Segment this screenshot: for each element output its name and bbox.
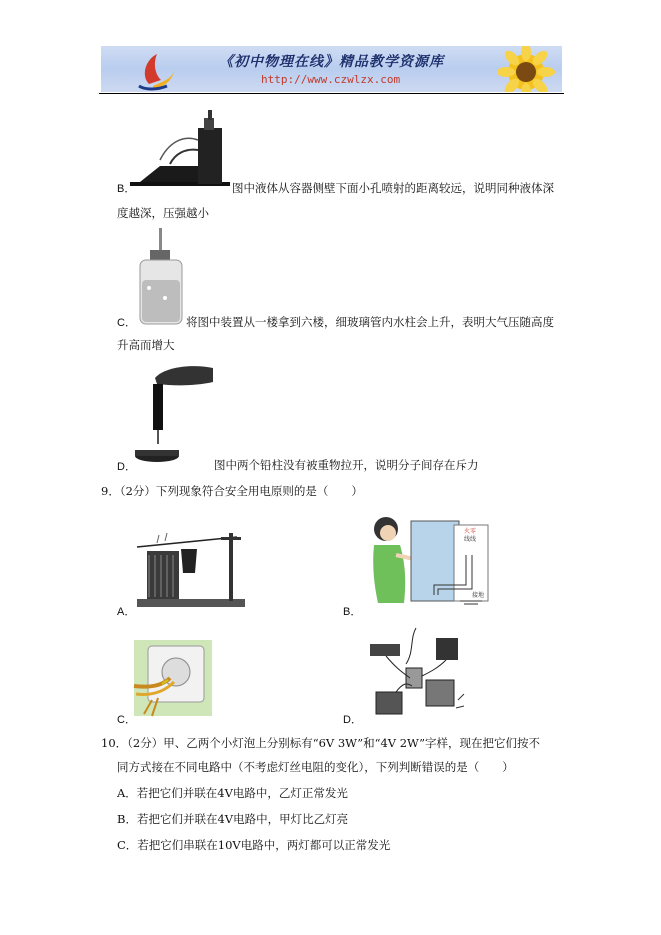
q8-option-c-label: C． xyxy=(117,317,136,329)
q10-option-a: A．若把它们并联在4V电路中，乙灯正常发光 xyxy=(117,786,348,800)
sunflower-icon xyxy=(486,46,562,92)
q9-option-d-label: D． xyxy=(343,714,362,726)
q8-option-b-text-2: 度越深，压强越小 xyxy=(117,206,209,220)
overloaded-socket-figure xyxy=(366,628,466,718)
q9-stem: 9．（2分）下列现象符合安全用电原则的是（ ） xyxy=(101,484,363,498)
q9-option-b-label: B． xyxy=(343,606,362,618)
q9-option-a-label: A． xyxy=(117,606,136,618)
fig-b-label-2: 线线 xyxy=(464,536,477,543)
wet-plug-figure xyxy=(134,640,214,720)
bottle-tube-figure xyxy=(135,228,195,328)
q8-option-c-text-1: 将图中装置从一楼拿到六楼，细玻璃管内水柱会上升，表明大气压随高度 xyxy=(186,315,554,329)
q10-option-c: C．若把它们串联在10V电路中，两灯都可以正常发光 xyxy=(117,838,391,852)
fig-b-label-1: 火零 xyxy=(464,528,477,535)
grounded-appliance-figure xyxy=(366,515,491,610)
q10-option-b: B．若把它们并联在4V电路中，甲灯比乙灯亮 xyxy=(117,812,349,826)
banner-title: 《初中物理在线》精品教学资源库 xyxy=(219,54,444,70)
q9-option-c-label: C． xyxy=(117,714,136,726)
q8-option-d-text-1: 图中两个铅柱没有被重物拉开，说明分子间存在斥力 xyxy=(214,458,479,472)
logo-icon xyxy=(131,46,181,92)
q10-stem-1: 10．（2分）甲、乙两个小灯泡上分别标有“6V 3W”和“4V 2W”字样，现在把它们按不 xyxy=(101,736,540,750)
lead-cylinders-figure xyxy=(135,364,215,464)
q10-stem-2: 同方式接在不同电路中（不考虑灯丝电阻的变化），下列判断错误的是（ ） xyxy=(117,760,514,774)
q8-option-b-text-1: 图中液体从容器侧壁下面小孔喷射的距离较远，说明同种液体深 xyxy=(232,181,554,195)
clothes-wire-figure xyxy=(137,529,247,609)
header-banner xyxy=(101,46,562,92)
q8-option-c-text-2: 升高而增大 xyxy=(117,338,175,352)
liquid-jet-figure xyxy=(130,110,240,190)
banner-url: http://www.czwlzx.com xyxy=(261,73,401,86)
fig-b-label-3: 接地 xyxy=(472,592,485,599)
header-rule xyxy=(99,93,564,94)
q8-option-d-label: D． xyxy=(117,461,136,473)
q8-option-b-label: B． xyxy=(117,183,136,195)
